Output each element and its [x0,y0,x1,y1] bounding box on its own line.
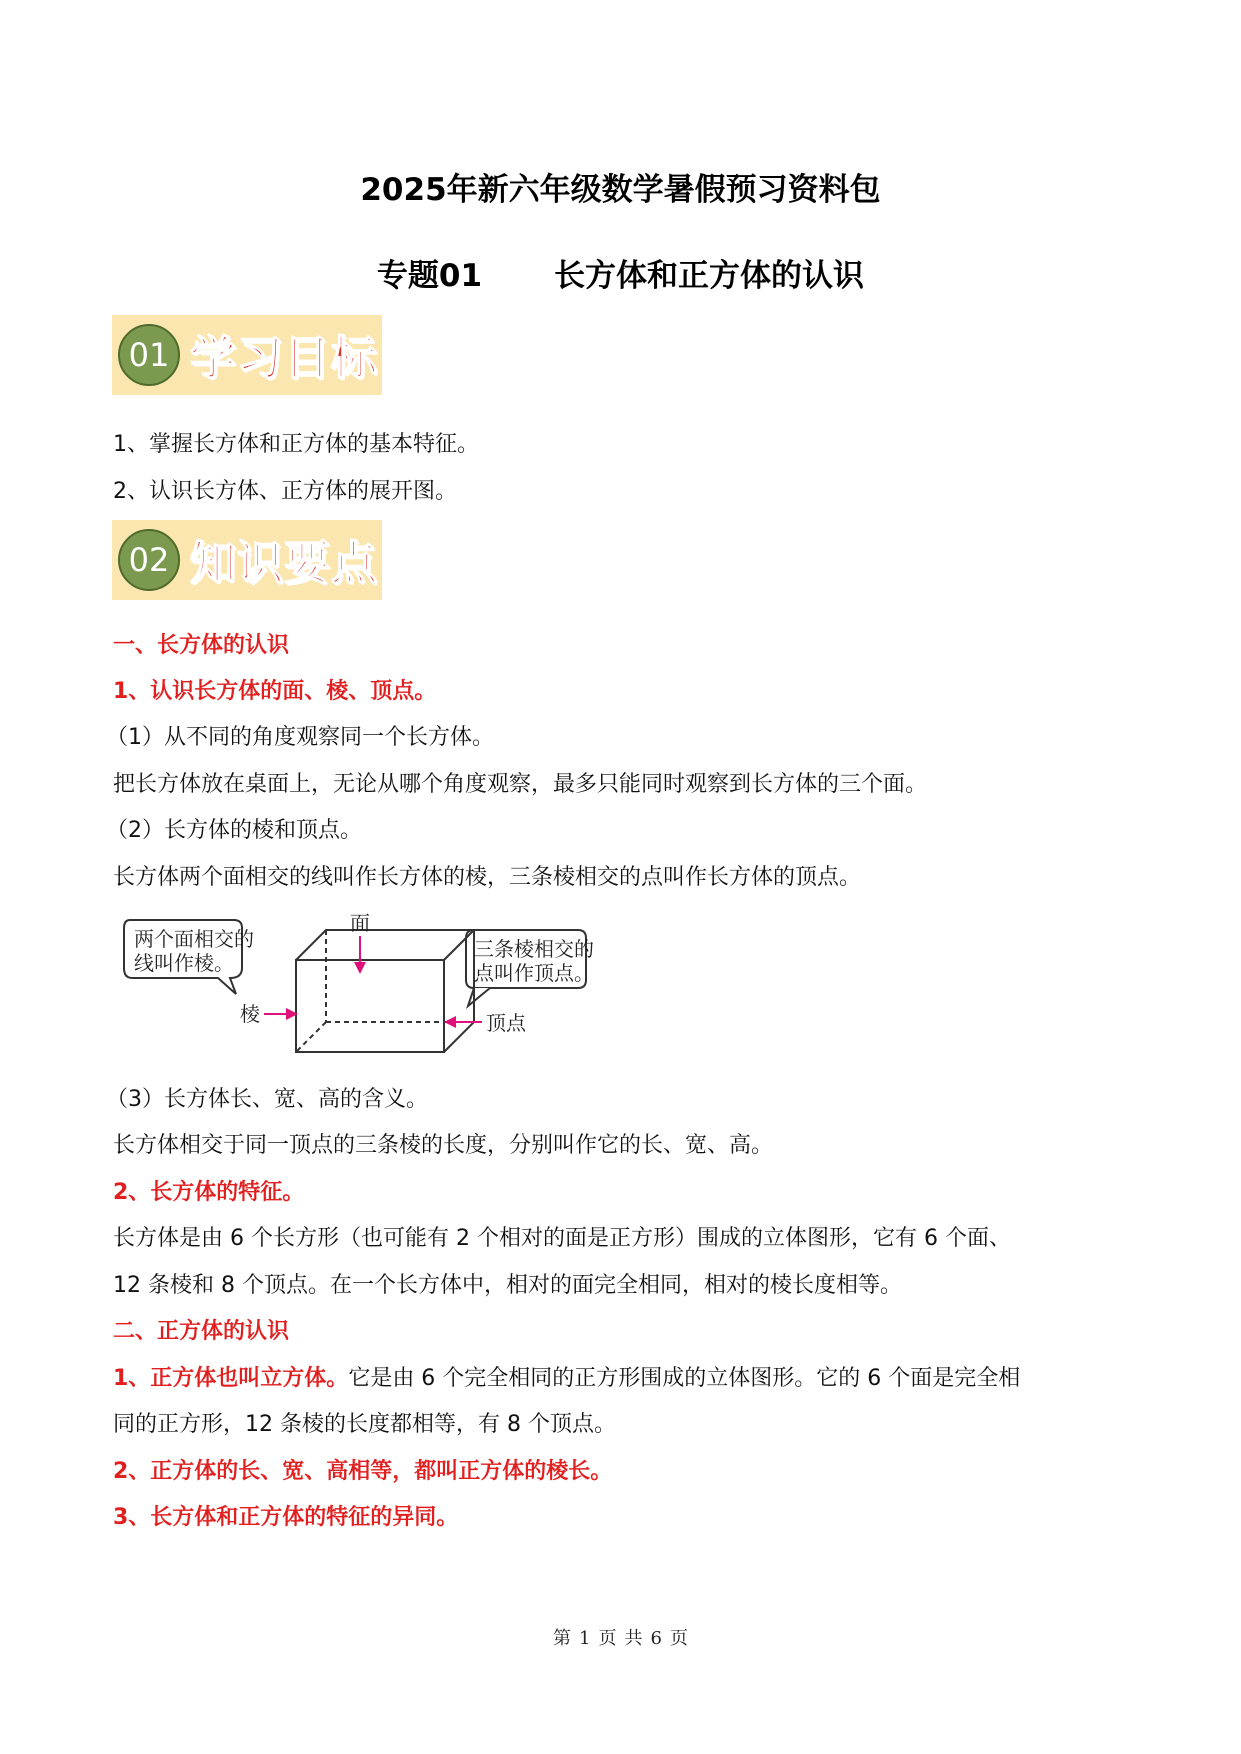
p1-heading-2: 2、长方体的特征。 [113,1180,305,1205]
p2-heading-1-text-2: 同的正方形，12 条棱的长度都相等，有 8 个顶点。 [113,1412,616,1437]
p1-sub-1-text: 把长方体放在桌面上，无论从哪个角度观察，最多只能同时观察到长方体的三个面。 [113,772,928,797]
part1-heading: 一、长方体的认识 [113,633,290,658]
footer-page-number: 1 [579,1628,591,1649]
footer-word: 第 [553,1628,572,1649]
cuboid-figure [118,908,638,1058]
label-vertex: 顶点 [486,1011,526,1035]
topic-title [0,250,1241,295]
p2-heading-1-text-1: 它是由 6 个完全相同的正方形围成的立体图形。它的 6 个面是完全相 [348,1366,1021,1391]
badge-label: 知识要点 [190,536,378,590]
arrow-left-icon [444,1016,456,1028]
section-badge-learning-goals [112,315,382,395]
p1-sub-1: （1）从不同的角度观察同一个长方体。 [106,725,494,750]
p1-sub-2-text: 长方体两个面相交的线叫作长方体的棱，三条棱相交的点叫作长方体的顶点。 [113,865,862,890]
p1-sub-2: （2）长方体的棱和顶点。 [106,818,362,843]
bubble-right-line1: 三条棱相交的 [474,937,594,961]
label-edge: 棱 [240,1002,260,1026]
footer-word: 共 [624,1628,643,1649]
page-footer [0,1624,1241,1650]
topic-name: 长方体和正方体的认识 [554,258,865,294]
p2-heading-1: 1、正方体也叫立方体。 [113,1366,349,1391]
topic-number: 专题01 [376,258,483,294]
p2-heading-1-line [113,1364,1020,1394]
bubble-right-line2: 点叫作顶点。 [474,961,594,985]
label-face: 面 [350,911,370,935]
p2-heading-2: 2、正方体的长、宽、高相等，都叫正方体的棱长。 [113,1459,613,1484]
bubble-left-line2: 线叫作棱。 [134,951,234,975]
badge-number: 01 [118,324,180,386]
p1-sub-3-text: 长方体相交于同一顶点的三条棱的长度，分别叫作它的长、宽、高。 [113,1133,774,1158]
part2-heading: 二、正方体的认识 [113,1319,290,1344]
cuboid-shape [296,930,474,1052]
footer-total-pages: 6 [650,1628,662,1649]
p1-heading-1: 1、认识长方体的面、棱、顶点。 [113,679,437,704]
bubble-left-line1: 两个面相交的 [134,927,254,951]
footer-word: 页 [598,1628,617,1649]
footer-word: 页 [669,1628,688,1649]
section-badge-key-points [112,520,382,600]
p1-heading-2-text-2: 12 条棱和 8 个顶点。在一个长方体中，相对的面完全相同，相对的棱长度相等。 [113,1273,902,1298]
p1-sub-3: （3）长方体长、宽、高的含义。 [106,1087,428,1112]
p1-heading-2-text-1: 长方体是由 6 个长方形（也可能有 2 个相对的面是正方形）围成的立体图形，它有 6 个面、 [113,1226,1011,1251]
p2-heading-3: 3、长方体和正方体的特征的异同。 [113,1505,459,1530]
badge-label: 学习目标 [190,331,378,385]
goal-item-2: 2、认识长方体、正方体的展开图。 [113,479,457,504]
goal-item-1: 1、掌握长方体和正方体的基本特征。 [113,432,479,457]
arrow-down-icon [354,962,366,974]
document-title: 2025年新六年级数学暑假预习资料包 [360,172,881,208]
badge-number: 02 [118,529,180,591]
